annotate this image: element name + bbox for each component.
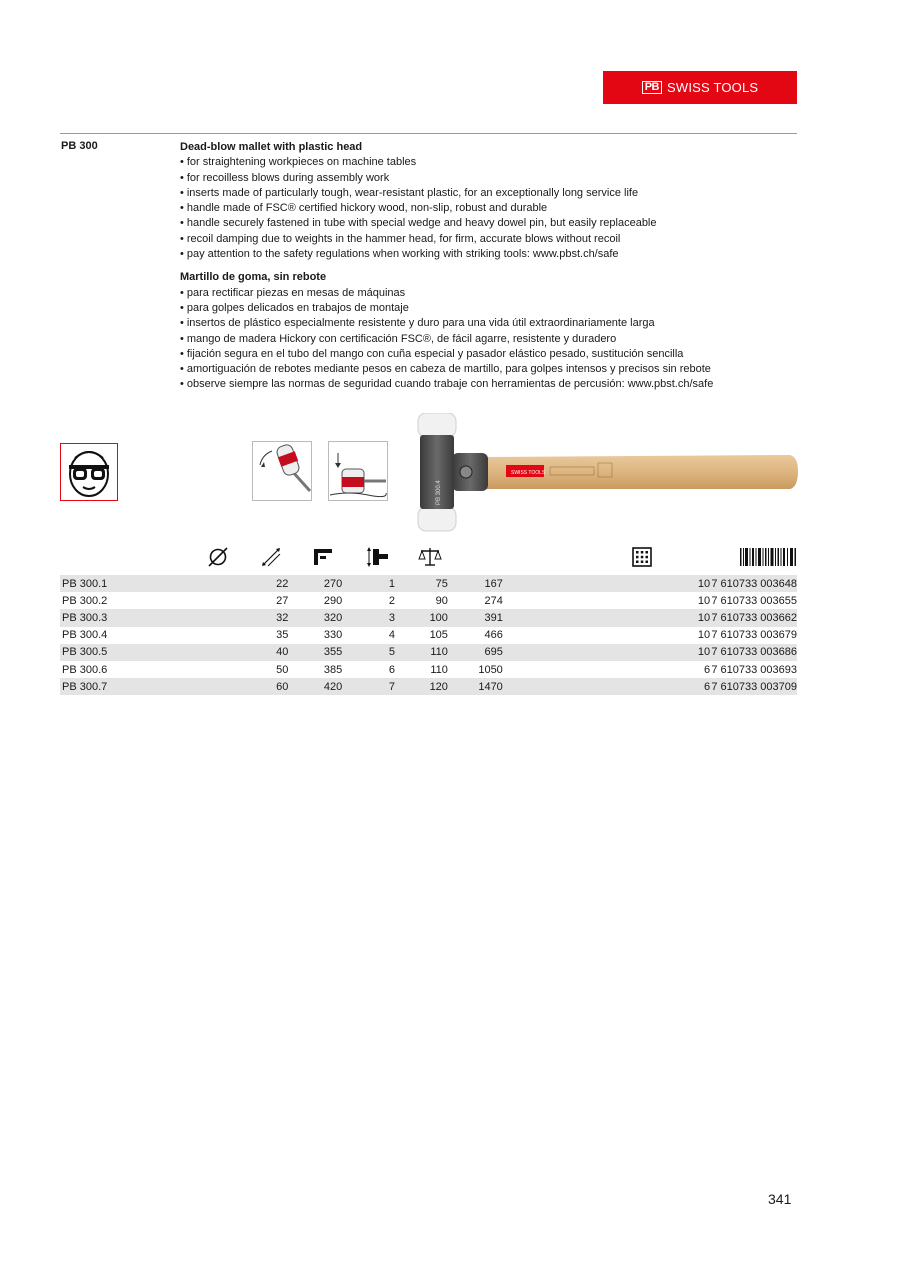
size-cell: 2 (388, 594, 396, 607)
pack-cell: 6 (503, 678, 710, 695)
diameter-cell: 50 (276, 663, 289, 676)
weight-icon (418, 546, 442, 570)
mallet-product-image (414, 413, 799, 538)
diameter-cell: 22 (202, 575, 289, 592)
safety-goggles-icon (60, 443, 118, 501)
page-number: 341 (768, 1191, 792, 1207)
diameter-cell: 35 (276, 629, 289, 642)
bullet: • fijación segura en el tubo del mango con cuña especial y pasador elástico pesado, sustitución sencilla (180, 347, 800, 362)
brand-logo (603, 71, 797, 104)
ean-cell: 7 610733 003648 (710, 575, 797, 592)
pack-cell: 10 (503, 575, 710, 592)
article-cell: PB 300.5 (60, 644, 202, 661)
pack-cell: 10 (503, 609, 710, 626)
size-icon (312, 546, 334, 570)
table-row (60, 627, 797, 644)
weight-cell: 1470 (448, 678, 503, 695)
size-cell: 4 (388, 629, 396, 642)
spanish-title: Martillo de goma, sin rebote (180, 271, 327, 284)
head-length-icon (366, 546, 390, 570)
head-length-cell: 75 (395, 575, 448, 592)
head-length-cell: 110 (395, 644, 448, 661)
length-cell: 290 (323, 594, 343, 607)
diameter-cell: 40 (202, 644, 289, 661)
brand-name: SWISS TOOLS (666, 80, 759, 95)
spec-table (60, 575, 797, 695)
bullet: • recoil damping due to weights in the hammer head, for firm, accurate blows without recoil (180, 232, 800, 247)
ean-cell: 7 610733 003655 (711, 594, 797, 607)
weight-cell: 391 (448, 609, 503, 626)
usage-illustration-assembly (328, 441, 388, 506)
ean-cell: 7 610733 003679 (711, 629, 797, 642)
weight-cell: 466 (484, 629, 503, 642)
weight-cell: 167 (448, 575, 503, 592)
size-cell: 7 (342, 678, 395, 695)
pack-quantity-icon (631, 546, 653, 570)
brand-mark: PB (642, 81, 662, 94)
product-code: PB 300 (61, 140, 98, 152)
table-row (60, 678, 797, 695)
head-length-cell: 90 (435, 594, 448, 607)
size-cell: 6 (388, 663, 396, 676)
head-length-cell: 110 (430, 663, 448, 676)
handle-label-brand: SWISS TOOLS (511, 470, 546, 476)
ean-cell: 7 610733 003686 (710, 644, 797, 661)
length-cell: 385 (323, 663, 343, 676)
pack-cell: 10 (697, 629, 711, 642)
length-cell: 330 (323, 629, 343, 642)
pack-cell: 10 (697, 594, 711, 607)
bullet: • handle securely fastened in tube with special wedge and heavy dowel pin, but easily replaceable (180, 216, 800, 231)
usage-illustration-straightening (252, 441, 312, 506)
table-row (60, 661, 797, 678)
table-row (60, 575, 797, 592)
table-row (60, 644, 797, 661)
barcode-icon (740, 546, 796, 570)
pack-cell: 10 (503, 644, 710, 661)
product-description (180, 140, 800, 393)
diameter-cell: 60 (202, 678, 289, 695)
weight-cell: 274 (484, 594, 503, 607)
size-cell: 5 (342, 644, 395, 661)
diameter-icon (207, 546, 229, 570)
size-cell: 1 (342, 575, 395, 592)
bullet: • insertos de plástico especialmente resistente y duro para una vida útil extraordinariamente larga (180, 316, 800, 331)
length-cell: 420 (288, 678, 342, 695)
spanish-bullets (180, 286, 800, 393)
table-row (60, 609, 797, 626)
head-length-cell: 100 (395, 609, 448, 626)
size-cell: 3 (342, 609, 395, 626)
bullet: • for recoilless blows during assembly work (180, 171, 800, 186)
bullet: • handle made of FSC® certified hickory wood, non-slip, robust and durable (180, 201, 800, 216)
head-marking: PB 300.4 (436, 480, 442, 505)
article-cell: PB 300.6 (62, 663, 108, 676)
article-cell: PB 300.4 (62, 629, 108, 642)
diameter-cell: 27 (276, 594, 289, 607)
article-cell: PB 300.2 (62, 594, 108, 607)
bullet: • para rectificar piezas en mesas de máquinas (180, 286, 800, 301)
length-cell: 270 (288, 575, 342, 592)
bullet: • for straightening workpieces on machine tables (180, 155, 800, 170)
weight-cell: 695 (448, 644, 503, 661)
bullet: • observe siempre las normas de seguridad cuando trabaje con herramientas de percusión: www.pbst.ch/safe (180, 377, 800, 392)
weight-cell: 1050 (478, 663, 503, 676)
english-title: Dead-blow mallet with plastic head (180, 141, 363, 153)
length-cell: 355 (288, 644, 342, 661)
diameter-cell: 32 (202, 609, 289, 626)
pack-cell: 6 (704, 663, 711, 676)
bullet: • inserts made of particularly tough, wear-resistant plastic, for an exceptionally long service life (180, 186, 800, 201)
ean-cell: 7 610733 003709 (710, 678, 797, 695)
article-cell: PB 300.3 (60, 609, 202, 626)
english-bullets (180, 155, 800, 262)
header-rule (60, 133, 797, 134)
bullet: • para golpes delicados en trabajos de montaje (180, 301, 800, 316)
length-cell: 320 (288, 609, 342, 626)
article-cell: PB 300.1 (60, 575, 202, 592)
bullet: • amortiguación de rebotes mediante pesos en cabeza de martillo, para golpes intensos y precisos sin rebote (180, 362, 800, 377)
table-row (60, 592, 797, 609)
bullet: • pay attention to the safety regulations when working with striking tools: www.pbst.ch/safe (180, 247, 800, 262)
length-icon (260, 546, 282, 570)
bullet: • mango de madera Hickory con certificación FSC®, de fácil agarre, resistente y duradero (180, 332, 800, 347)
ean-cell: 7 610733 003662 (710, 609, 797, 626)
head-length-cell: 105 (429, 629, 448, 642)
ean-cell: 7 610733 003693 (711, 663, 797, 676)
head-length-cell: 120 (395, 678, 448, 695)
article-cell: PB 300.7 (60, 678, 202, 695)
